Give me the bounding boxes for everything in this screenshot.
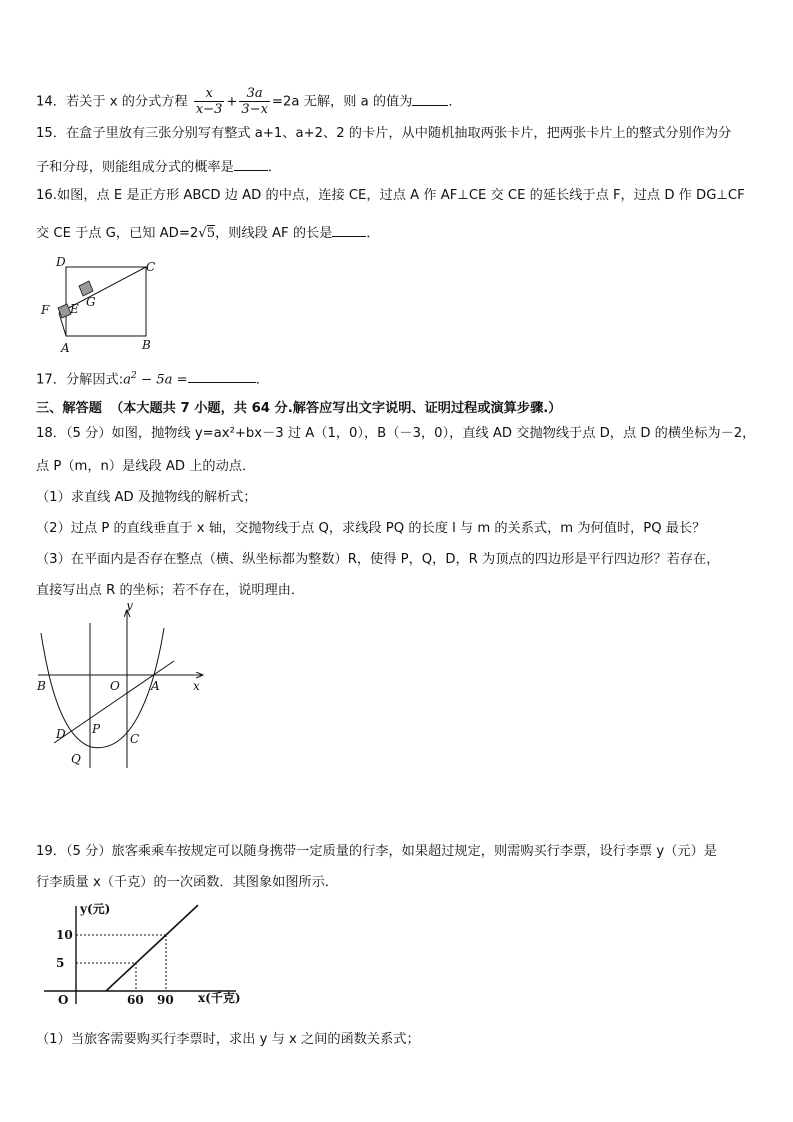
q17: 17．分解因式$:a^2 - 5a$ = ． xyxy=(36,366,269,390)
q16-line1: 16.如图，点 E 是正方形 ABCD 边 AD 的中点，连接 CE，过点 A 作 AF⊥CE 交 CE 的延长线于点 F，过点 D 作 DG⊥CF xyxy=(36,188,745,203)
label-C: C xyxy=(130,732,140,746)
x-tick-label: 90 xyxy=(157,993,174,1007)
q16-square-figure xyxy=(36,255,166,355)
q14-text-2: =2a 无解，则 a 的值为 xyxy=(271,94,413,110)
q14-text: 14．若关于 x 的分式方程 xyxy=(36,94,188,110)
section-3-heading: 三、解答题 （本大题共 7 小题，共 64 分.解答应写出文字说明、证明过程或演算步骤.） xyxy=(36,401,562,416)
sqrt-symbol: √5 xyxy=(198,226,216,241)
q19-part1: （1）当旅客需要购买行李票时，求出 y 与 x 之间的函数关系式； xyxy=(36,1032,420,1047)
answer-blank xyxy=(234,156,268,171)
q19-line1: 19．（5 分）旅客乘乘车按规定可以随身携带一定质量的行李，如果超过规定，则需购买行李票，设行李票 y（元）是 xyxy=(36,844,717,859)
label-D: D xyxy=(56,727,66,741)
q18-part3-line1: （3）在平面内是否存在整点（横、纵坐标都为整数）R，使得 P，Q，D，R 为顶点的四边形是平行四边形？若存在， xyxy=(36,552,720,567)
label-O: O xyxy=(110,679,120,693)
label-A: A xyxy=(151,679,160,693)
label-F: F xyxy=(41,303,50,317)
q15-line1: 15．在盒子里放有三张分别写有整式 a+1、a+2、2 的卡片，从中随机抽取两张卡片，把两张卡片上的整式分别作为分 xyxy=(36,126,732,141)
label-B: B xyxy=(142,338,151,352)
label-C: C xyxy=(146,260,156,274)
q16-line2: 交 CE 于点 G，已知 AD=2√5，则线段 AF 的长是 ． xyxy=(36,222,380,244)
label-G: G xyxy=(86,295,96,309)
label-y: y xyxy=(126,603,133,612)
q18-line2: 点 P（m，n）是线段 AD 上的动点． xyxy=(36,459,256,474)
label-x: x xyxy=(193,679,200,693)
label-E: E xyxy=(70,302,79,316)
q18-part1: （1）求直线 AD 及抛物线的解析式； xyxy=(36,490,257,505)
answer-blank xyxy=(332,222,366,237)
q18-part3-line2: 直接写出点 R 的坐标；若不存在，说明理由． xyxy=(36,583,305,598)
answer-blank xyxy=(188,368,256,383)
x-tick-label: 60 xyxy=(127,993,144,1007)
q14: 14．若关于 x 的分式方程 $\frac{x}{x-3}$ + $\frac{3a}{3-x}$ =2a 无解，则 a 的值为 ． xyxy=(36,86,462,117)
q15-line2: 子和分母，则能组成分式的概率是 ． xyxy=(36,156,281,178)
label-P: P xyxy=(92,722,101,736)
y-axis-label: y(元) xyxy=(80,902,111,916)
answer-blank xyxy=(412,91,448,106)
line-AD xyxy=(54,661,174,743)
origin-label: O xyxy=(58,993,69,1007)
label-D: D xyxy=(56,255,66,269)
q19-line2: 行李质量 x（千克）的一次函数．其图象如图所示． xyxy=(36,875,339,890)
label-B: B xyxy=(37,679,46,693)
q14-fraction-2: $\frac{3a}{3-x}$ xyxy=(241,86,268,117)
function-line xyxy=(106,905,198,991)
x-axis-label: x(千克) xyxy=(198,991,241,1005)
q18-parabola-figure xyxy=(36,603,216,773)
q14-fraction-1: $\frac{x}{x-3}$ xyxy=(195,86,223,117)
q18-part2: （2）过点 P 的直线垂直于 x 轴，交抛物线于点 Q，求线段 PQ 的长度 l 与 m 的关系式，m 为何值时，PQ 最长？ xyxy=(36,521,706,536)
q18-line1: 18．（5 分）如图，抛物线 y=ax²+bx－3 过 A（1，0），B（－3，0），直线 AD 交抛物线于点 D，点 D 的横坐标为－2， xyxy=(36,426,756,441)
y-tick-label: 10 xyxy=(56,928,73,942)
y-tick-label: 5 xyxy=(56,956,65,970)
label-Q: Q xyxy=(71,752,81,766)
q19-function-graph xyxy=(36,900,266,1012)
label-A: A xyxy=(61,341,70,355)
